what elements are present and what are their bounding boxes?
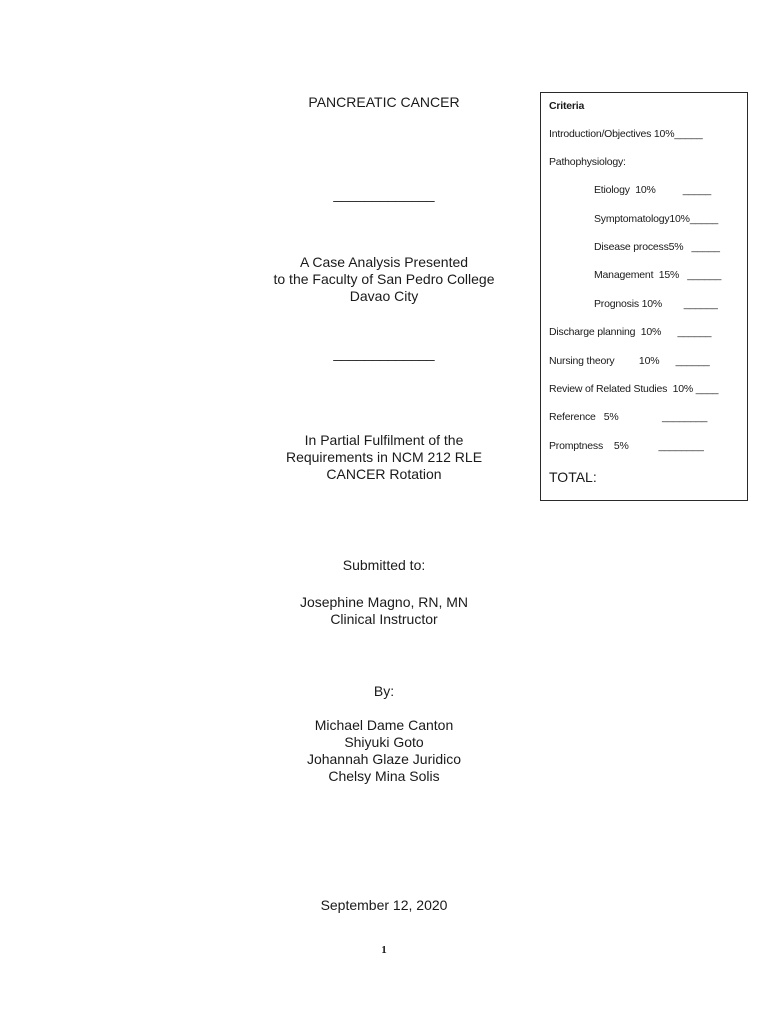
criteria-item: Reference 5% ________ <box>549 411 708 423</box>
instructor-block <box>234 594 534 628</box>
criteria-item: Discharge planning 10% ______ <box>549 326 712 338</box>
author-name: Shiyuki Goto <box>344 734 424 750</box>
criteria-item: Symptomatology10%_____ <box>594 213 719 225</box>
criteria-item: Management 15% ______ <box>594 269 722 281</box>
case-line: A Case Analysis Presented <box>299 254 469 270</box>
fulfilment-block <box>234 432 534 483</box>
author-name: Johannah Glaze Juridico <box>306 751 462 767</box>
authors-block <box>234 717 534 785</box>
criteria-item: Disease process5% _____ <box>594 241 720 253</box>
criteria-item: Etiology 10% _____ <box>594 184 711 196</box>
submission-date: September 12, 2020 <box>320 897 448 913</box>
criteria-item: Prognosis 10% ______ <box>594 298 718 310</box>
by-label: By: <box>373 683 395 699</box>
instructor-name: Josephine Magno, RN, MN <box>299 594 469 610</box>
separator-line: _____________ <box>333 186 435 202</box>
criteria-box <box>540 92 748 501</box>
criteria-item: Introduction/Objectives 10%_____ <box>549 128 703 140</box>
submitted-to-label: Submitted to: <box>342 557 426 573</box>
author-name: Michael Dame Canton <box>314 717 454 733</box>
document-title: PANCREATIC CANCER <box>308 94 460 110</box>
case-line: Davao City <box>349 288 419 304</box>
criteria-total-label: TOTAL: <box>549 469 597 485</box>
page-number: 1 <box>381 944 387 956</box>
criteria-item: Promptness 5% ________ <box>549 440 704 452</box>
criteria-item: Nursing theory 10% ______ <box>549 355 710 367</box>
case-analysis-block <box>234 254 534 305</box>
author-name: Chelsy Mina Solis <box>328 768 440 784</box>
criteria-item: Review of Related Studies 10% ____ <box>549 383 719 395</box>
criteria-heading: Criteria <box>549 100 585 112</box>
separator-line: _____________ <box>333 345 435 361</box>
fulfilment-line: Requirements in NCM 212 RLE <box>285 449 483 465</box>
case-line: to the Faculty of San Pedro College <box>273 271 495 287</box>
fulfilment-line: In Partial Fulfilment of the <box>304 432 464 448</box>
criteria-item: Pathophysiology: <box>549 156 626 168</box>
fulfilment-line: CANCER Rotation <box>326 466 442 482</box>
instructor-title: Clinical Instructor <box>330 611 438 627</box>
